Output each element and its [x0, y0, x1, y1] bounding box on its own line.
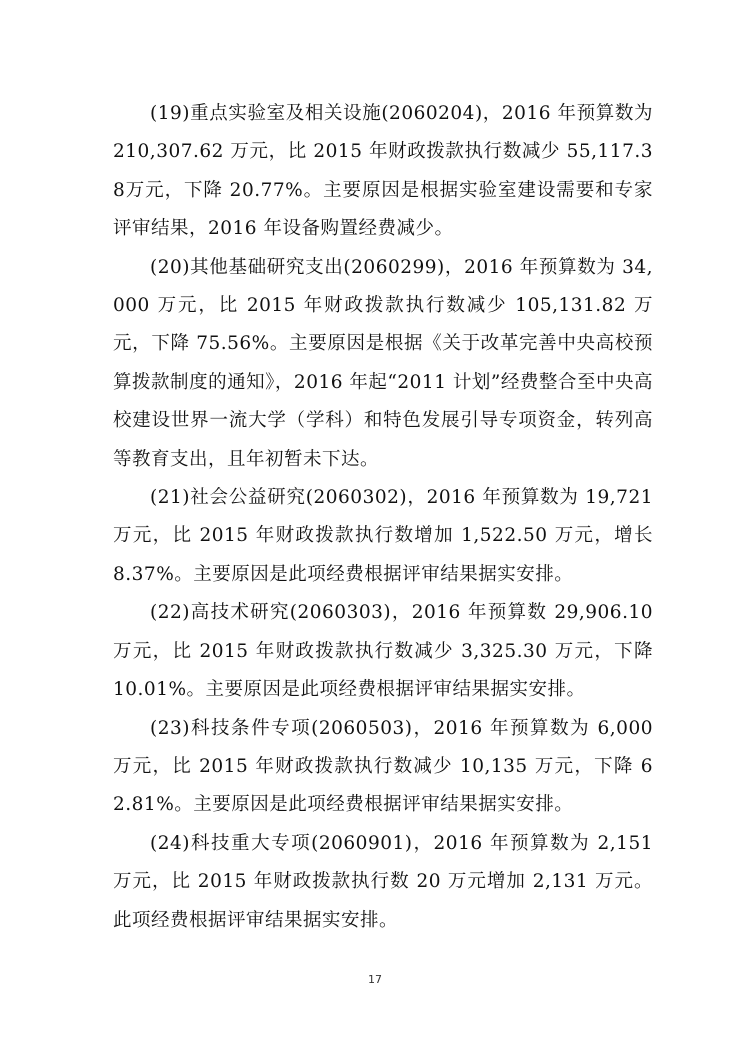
paragraph-21: (21)社会公益研究(2060302)，2016 年预算数为 19,721 万元，比 2015 年财政拨款执行数增加 1,522.50 万元，增长 8.37%。主要原因是此项经费根据评审结果据实安排。: [113, 487, 653, 585]
document-body: [113, 95, 653, 940]
paragraph-24: (24)科技重大专项(2060901)，2016 年预算数为 2,151 万元，比 2015 年财政拨款执行数 20 万元增加 2,131 万元。此项经费根据评审结果据实安排。: [113, 832, 653, 931]
paragraph-23: (23)科技条件专项(2060503)，2016 年预算数为 6,000 万元，比 2015 年财政拨款执行数减少 10,135 万元，下降 62.81%。主要原因是此项经费根据评审结果据实安排。: [113, 717, 653, 816]
paragraph-22: (22)高技术研究(2060303)，2016 年预算数 29,906.10 万元，比 2015 年财政拨款执行数减少 3,325.30 万元，下降 10.01%。主要原因是此项经费根据评审结果据实安排。: [113, 602, 653, 701]
paragraph-19: (19)重点实验室及相关设施(2060204)，2016 年预算数为 210,307.62 万元，比 2015 年财政拨款执行数减少 55,117.38万元，下降 20.77%。主要原因是根据实验室建设需要和专家评审结果，2016 年设备购置经费减少。: [113, 103, 653, 240]
page-number: 17: [368, 973, 382, 986]
paragraph-20: (20)其他基础研究支出(2060299)，2016 年预算数为 34,000 万元，比 2015 年财政拨款执行数减少 105,131.82 万元，下降 75.56%。主要原因是根据《关于改革完善中央高校预算拨款制度的通知》，2016 年起“2011 计划”经费整合至中央高校建设世界一流大学（学科）和特色发展引导专项资金，转列高等教育支出，且年初暂未下达。: [113, 256, 653, 470]
